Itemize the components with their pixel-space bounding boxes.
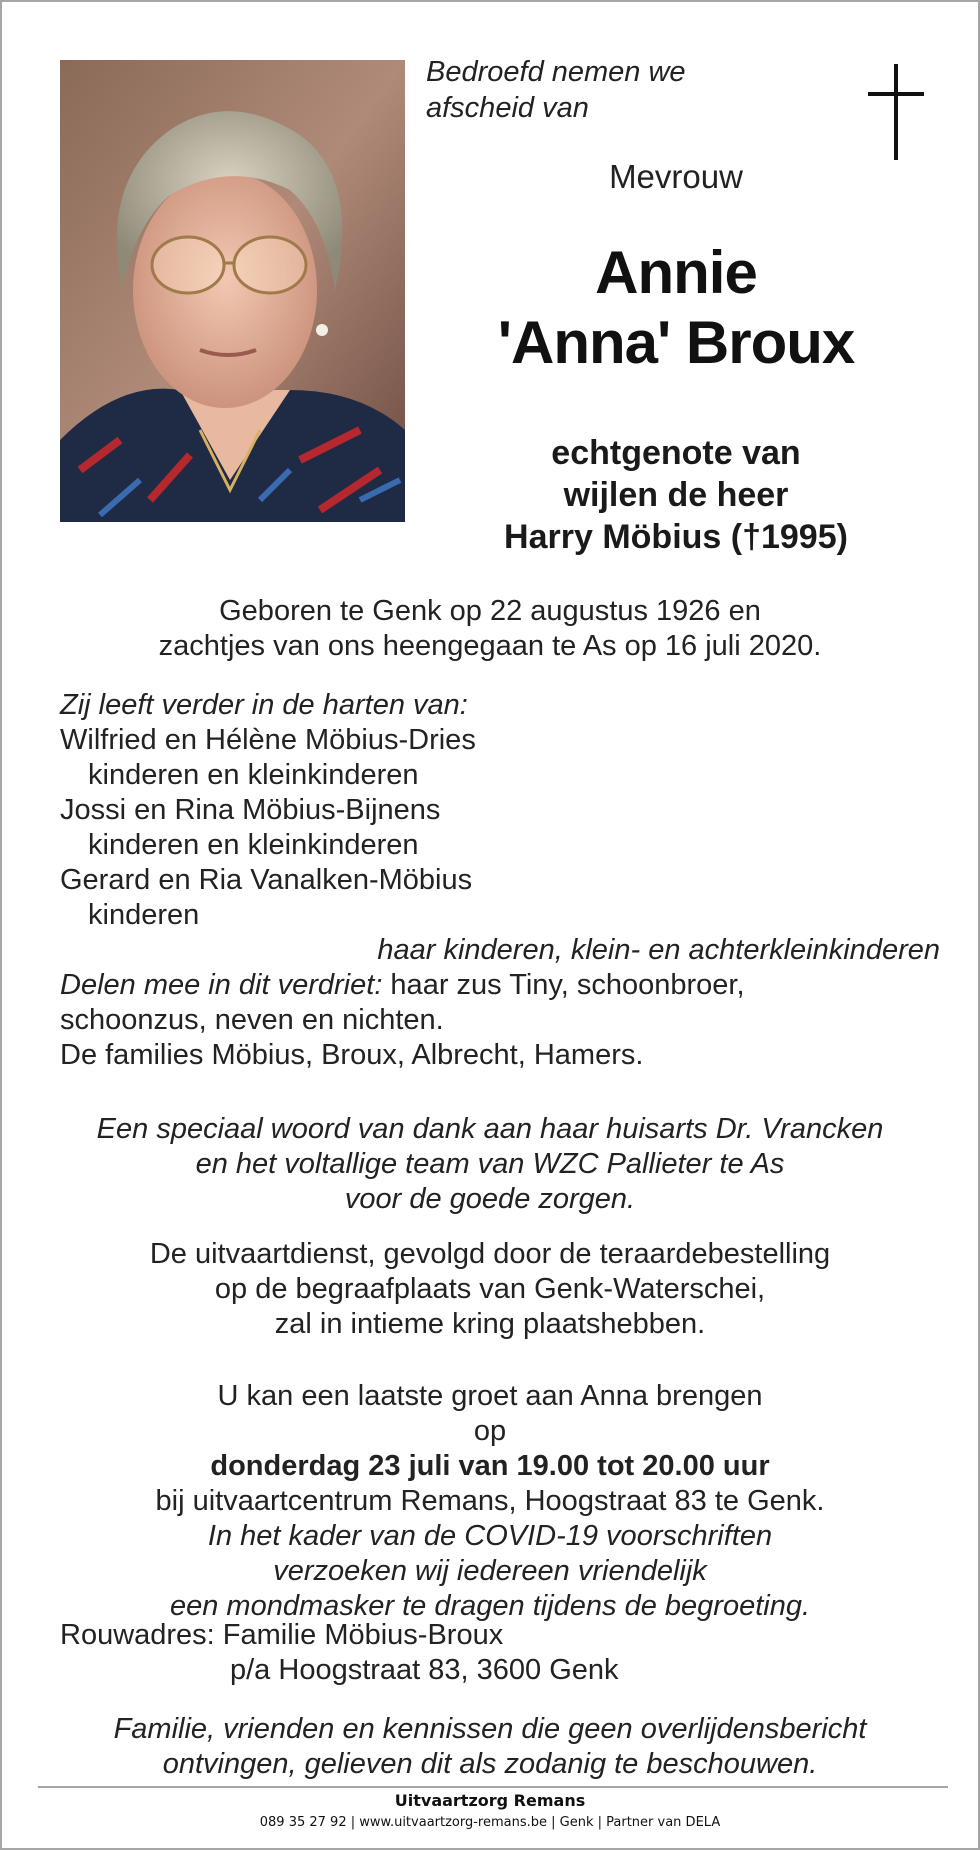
service-line-1: De uitvaartdienst, gevolgd door de teraardebestelling — [149, 1238, 831, 1270]
spouse-line-2: wijlen de heer — [563, 476, 789, 514]
spouse-line-1: echtgenote van — [551, 434, 801, 472]
share-line — [60, 968, 940, 1003]
thanks-text — [2, 1112, 978, 1217]
visit-prefix: op — [473, 1415, 507, 1447]
mourning-address — [60, 1618, 619, 1688]
footer-title: Uitvaartzorg Remans — [394, 1791, 586, 1810]
spouse-line-3: Harry Möbius (†1995) — [504, 518, 848, 556]
service-text — [2, 1237, 978, 1342]
footer-subtitle: 089 35 27 92 | www.uitvaartzorg-remans.be | Genk | Partner van DELA — [259, 1815, 721, 1830]
notice-line-1: Familie, vrienden en kennissen die geen overlijdensbericht — [113, 1713, 867, 1745]
family-member-name: Gerard en Ria Vanalken-Möbius — [60, 864, 473, 896]
born-line-1: Geboren te Genk op 22 augustus 1926 en — [219, 595, 761, 627]
thanks-line-1: Een speciaal woord van dank aan haar huisarts Dr. Vrancken — [96, 1113, 884, 1145]
salutation: Mevrouw — [609, 158, 743, 195]
notice-text — [2, 1712, 978, 1782]
family-member-sub: kinderen en kleinkinderen — [88, 759, 419, 791]
thanks-line-3: voor de goede zorgen. — [344, 1183, 636, 1215]
visit-text — [2, 1379, 978, 1624]
visit-line-2 — [2, 1414, 978, 1484]
intro-line-2: afscheid van — [426, 92, 589, 124]
portrait-photo — [60, 60, 405, 522]
visit-line-4: In het kader van de COVID-19 voorschriften — [207, 1520, 773, 1552]
birth-death-text — [2, 594, 978, 664]
notice-line-2: ontvingen, gelieven dit als zodanig te beschouwen. — [162, 1748, 818, 1780]
footer-divider — [38, 1786, 948, 1788]
share-text: haar zus Tiny, schoonbroer, — [382, 969, 745, 1001]
share-label: Delen mee in dit verdriet: — [60, 969, 383, 1001]
visit-line-5: verzoeken wij iedereen vriendelijk — [273, 1555, 707, 1587]
intro-line-1: Bedroefd nemen we — [426, 56, 686, 88]
share-line-2: schoonzus, neven en nichten. — [60, 1004, 444, 1036]
name-line-1: Annie — [595, 239, 757, 306]
service-line-3: zal in intieme kring plaatshebben. — [274, 1308, 706, 1340]
family-member-sub: kinderen — [88, 899, 200, 931]
address-line-1: Rouwadres: Familie Möbius-Broux — [60, 1619, 504, 1651]
address-line-2: p/a Hoogstraat 83, 3600 Genk — [230, 1654, 619, 1686]
family-member-name: Wilfried en Hélène Möbius-Dries — [60, 724, 476, 756]
family-heading: Zij leeft verder in de harten van: — [60, 689, 468, 721]
families-line: De families Möbius, Broux, Albrecht, Hamers. — [60, 1039, 644, 1071]
thanks-line-2: en het voltallige team van WZC Pallieter te As — [195, 1148, 785, 1180]
family-member-name: Jossi en Rina Möbius-Bijnens — [60, 794, 441, 826]
visit-line-1: U kan een laatste groet aan Anna brengen — [217, 1380, 763, 1412]
name-line-2: 'Anna' Broux — [497, 309, 855, 376]
spouse-info — [426, 432, 926, 558]
visit-line-6: een mondmasker te dragen tijdens de begroeting. — [169, 1590, 811, 1622]
service-line-2: op de begraafplaats van Genk-Waterschei, — [214, 1273, 766, 1305]
family-list — [60, 688, 940, 1073]
latin-cross-icon — [868, 64, 924, 160]
born-line-2: zachtjes van ons heengegaan te As op 16 juli 2020. — [158, 630, 822, 662]
visit-line-3: bij uitvaartcentrum Remans, Hoogstraat 83 te Genk. — [155, 1485, 825, 1517]
intro-text — [426, 54, 686, 126]
deceased-name — [426, 238, 926, 378]
family-member-sub: kinderen en kleinkinderen — [88, 829, 419, 861]
visit-date: donderdag 23 juli van 19.00 tot 20.00 uur — [210, 1450, 770, 1482]
grandchildren-line: haar kinderen, klein- en achterkleinkinderen — [377, 934, 940, 966]
